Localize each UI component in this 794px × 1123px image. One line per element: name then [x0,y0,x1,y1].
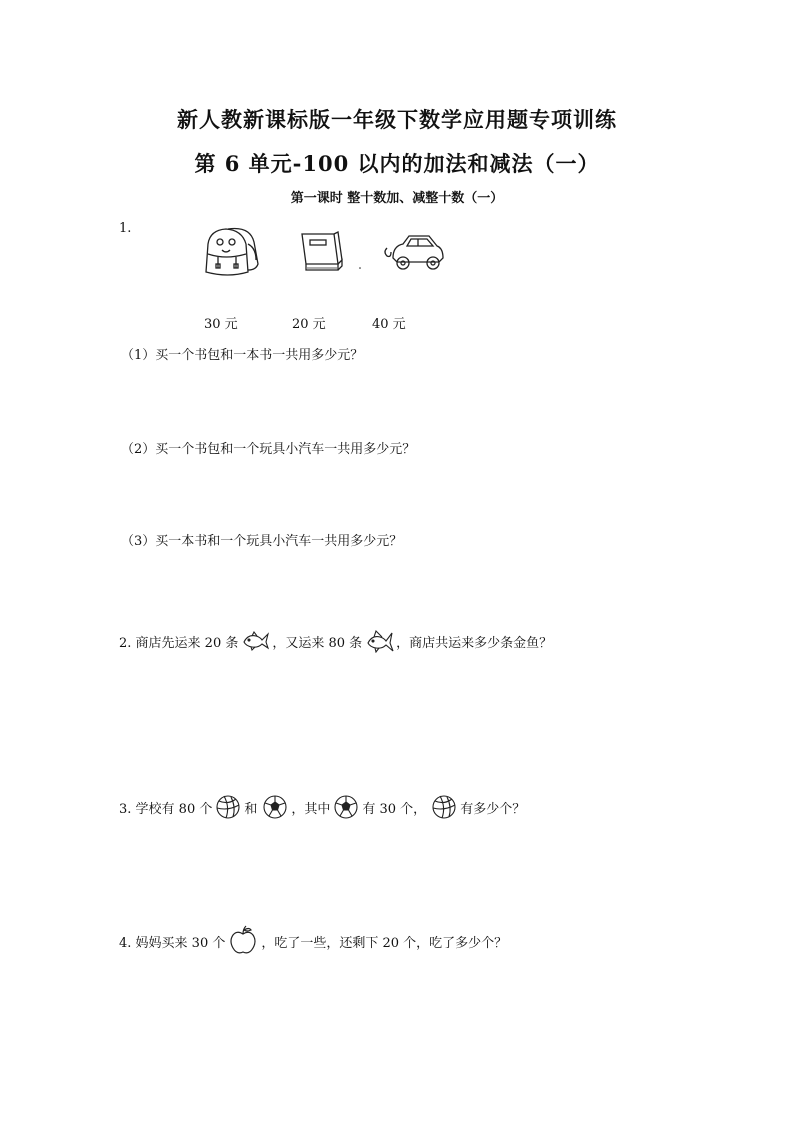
question-2-text-3: ，商店共运来多少条金鱼？ [396,635,553,651]
price-book: 20 元 [292,317,326,332]
question-1-part-2: （2）买一个书包和一个玩具小汽车一共用多少元？ [121,442,416,457]
question-4 [119,924,507,958]
unit-title: 第 6 单元-100 以内的加法和减法（一） [194,151,600,176]
volleyball-icon [214,793,242,821]
question-3-text-5: 有多少个？ [460,801,526,817]
book-icon [296,230,368,276]
goldfish-icon [240,630,270,652]
price-backpack: 30 元 [204,317,238,332]
question-3-text-3: ，其中 [291,801,331,817]
question-4-text-2: ，吃了一些，还剩下 20 个，吃了多少个？ [261,935,508,951]
question-3-text-2: 和 [244,801,258,817]
backpack-icon [198,224,266,280]
volleyball-icon [428,793,458,821]
question-1-number: 1. [119,221,132,236]
goldfish-icon [364,629,394,653]
lesson-title: 第一课时 整十数加、减整十数（一） [290,191,504,206]
question-2-text-2: ，又运来 80 条 [272,635,363,651]
question-4-text-1: 4. 妈妈买来 30 个 [119,935,226,951]
page-title: 新人教新课标版一年级下数学应用题专项训练 [177,107,617,132]
question-3-text-1: 3. 学校有 80 个 [119,801,213,817]
price-toy-car: 40 元 [372,317,406,332]
soccer-ball-icon [259,793,289,821]
question-2-text-1: 2. 商店先运来 20 条 [119,635,239,651]
toy-car-icon [383,232,447,274]
question-1-part-3: （3）买一本书和一个玩具小汽车一共用多少元？ [121,534,403,549]
soccer-ball-icon [332,793,360,821]
question-1-part-1: （1）买一个书包和一本书一共用多少元？ [121,348,364,363]
apple-icon [227,925,259,957]
question-3-text-4: 有 30 个， [362,801,427,817]
question-3 [119,790,525,824]
question-2 [119,626,552,656]
